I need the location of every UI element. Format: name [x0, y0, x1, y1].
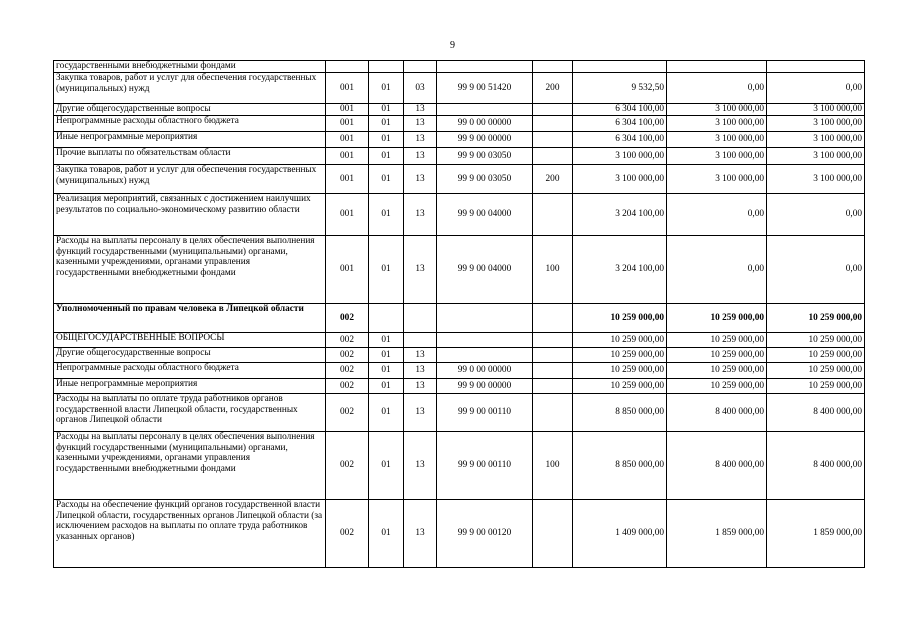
expense-type-cell: 100	[533, 236, 573, 304]
subsection-code-cell: 13	[404, 500, 437, 568]
section-code-cell	[369, 61, 404, 73]
expense-type-cell	[533, 363, 573, 379]
section-code-cell	[369, 304, 404, 333]
target-article-cell	[437, 333, 533, 348]
expense-type-cell	[533, 104, 573, 116]
table-row	[54, 104, 865, 116]
subsection-code-cell: 13	[404, 132, 437, 148]
target-article-cell: 99 9 00 04000	[437, 194, 533, 236]
amount-year1-cell: 3 100 000,00	[573, 165, 667, 194]
expense-type-cell	[533, 333, 573, 348]
admin-code-cell: 002	[326, 348, 369, 363]
table-row	[54, 379, 865, 394]
amount-year2-cell	[667, 61, 767, 73]
amount-year2-cell: 3 100 000,00	[667, 132, 767, 148]
table-row	[54, 348, 865, 363]
amount-year1-cell: 1 409 000,00	[573, 500, 667, 568]
expense-name-cell: Иные непрограммные мероприятия	[54, 379, 326, 394]
admin-code-cell: 001	[326, 104, 369, 116]
section-code-cell: 01	[369, 165, 404, 194]
section-code-cell: 01	[369, 394, 404, 432]
section-code-cell: 01	[369, 236, 404, 304]
amount-year3-cell: 8 400 000,00	[767, 432, 865, 500]
amount-year1-cell: 8 850 000,00	[573, 394, 667, 432]
target-article-cell	[437, 104, 533, 116]
subsection-code-cell: 13	[404, 394, 437, 432]
target-article-cell: 99 9 00 00110	[437, 432, 533, 500]
subsection-code-cell: 13	[404, 379, 437, 394]
amount-year2-cell: 3 100 000,00	[667, 116, 767, 132]
amount-year1-cell	[573, 61, 667, 73]
table-row	[54, 61, 865, 73]
table-row	[54, 236, 865, 304]
section-code-cell: 01	[369, 333, 404, 348]
table-row	[54, 500, 865, 568]
amount-year1-cell: 10 259 000,00	[573, 379, 667, 394]
subsection-code-cell: 13	[404, 348, 437, 363]
amount-year1-cell: 3 204 100,00	[573, 236, 667, 304]
expense-type-cell	[533, 500, 573, 568]
admin-code-cell: 001	[326, 148, 369, 165]
expense-type-cell	[533, 116, 573, 132]
target-article-cell	[437, 61, 533, 73]
amount-year1-cell: 3 100 000,00	[573, 148, 667, 165]
table-row	[54, 333, 865, 348]
amount-year1-cell: 6 304 100,00	[573, 116, 667, 132]
target-article-cell: 99 9 00 00110	[437, 394, 533, 432]
expense-name-cell: Расходы на выплаты персоналу в целях обеспечения выполнения функций государственными (муниципальными) органами, казенными учреждениями, органами управления государственными внебюджетными фондами	[54, 236, 326, 304]
table-row	[54, 432, 865, 500]
table-row	[54, 116, 865, 132]
amount-year2-cell: 10 259 000,00	[667, 333, 767, 348]
expense-type-cell	[533, 304, 573, 333]
amount-year2-cell: 10 259 000,00	[667, 363, 767, 379]
admin-code-cell: 001	[326, 165, 369, 194]
section-code-cell: 01	[369, 500, 404, 568]
subsection-code-cell: 13	[404, 363, 437, 379]
subsection-code-cell: 13	[404, 104, 437, 116]
amount-year1-cell: 10 259 000,00	[573, 348, 667, 363]
subsection-code-cell: 13	[404, 148, 437, 165]
amount-year3-cell: 0,00	[767, 236, 865, 304]
target-article-cell: 99 9 00 00000	[437, 132, 533, 148]
amount-year3-cell: 3 100 000,00	[767, 165, 865, 194]
target-article-cell: 99 9 00 51420	[437, 73, 533, 104]
table-row	[54, 73, 865, 104]
amount-year3-cell: 3 100 000,00	[767, 132, 865, 148]
table-row	[54, 394, 865, 432]
section-code-cell: 01	[369, 116, 404, 132]
amount-year3-cell: 0,00	[767, 194, 865, 236]
subsection-code-cell: 13	[404, 432, 437, 500]
expense-type-cell: 200	[533, 73, 573, 104]
table-row	[54, 304, 865, 333]
amount-year3-cell: 1 859 000,00	[767, 500, 865, 568]
section-code-cell: 01	[369, 379, 404, 394]
table-row	[54, 165, 865, 194]
amount-year2-cell: 8 400 000,00	[667, 394, 767, 432]
admin-code-cell: 001	[326, 73, 369, 104]
amount-year2-cell: 0,00	[667, 73, 767, 104]
expense-name-cell: Реализация мероприятий, связанных с достижением наилучших результатов по социально-экономическому развитию области	[54, 194, 326, 236]
admin-code-cell: 001	[326, 132, 369, 148]
expense-type-cell	[533, 379, 573, 394]
expense-name-cell: ОБЩЕГОСУДАРСТВЕННЫЕ ВОПРОСЫ	[54, 333, 326, 348]
expense-name-cell: Другие общегосударственные вопросы	[54, 104, 326, 116]
page-number: 9	[450, 40, 455, 51]
target-article-cell: 99 0 00 00000	[437, 363, 533, 379]
amount-year3-cell: 10 259 000,00	[767, 333, 865, 348]
amount-year1-cell: 10 259 000,00	[573, 363, 667, 379]
admin-code-cell: 002	[326, 304, 369, 333]
expense-name-cell: Непрограммные расходы областного бюджета	[54, 363, 326, 379]
subsection-code-cell: 13	[404, 236, 437, 304]
expense-type-cell	[533, 132, 573, 148]
amount-year1-cell: 10 259 000,00	[573, 304, 667, 333]
target-article-cell	[437, 304, 533, 333]
amount-year2-cell: 3 100 000,00	[667, 104, 767, 116]
amount-year3-cell: 3 100 000,00	[767, 104, 865, 116]
amount-year3-cell: 3 100 000,00	[767, 116, 865, 132]
expense-type-cell: 100	[533, 432, 573, 500]
amount-year1-cell: 6 304 100,00	[573, 104, 667, 116]
admin-code-cell: 002	[326, 363, 369, 379]
subsection-code-cell: 13	[404, 194, 437, 236]
admin-code-cell: 002	[326, 333, 369, 348]
amount-year3-cell: 10 259 000,00	[767, 348, 865, 363]
target-article-cell: 99 9 00 00120	[437, 500, 533, 568]
expense-type-cell	[533, 61, 573, 73]
amount-year3-cell: 3 100 000,00	[767, 148, 865, 165]
subsection-code-cell	[404, 61, 437, 73]
admin-code-cell: 001	[326, 236, 369, 304]
amount-year2-cell: 10 259 000,00	[667, 379, 767, 394]
table-row	[54, 363, 865, 379]
subsection-code-cell	[404, 333, 437, 348]
expense-name-cell: Уполномоченный по правам человека в Липецкой области	[54, 304, 326, 333]
amount-year2-cell: 3 100 000,00	[667, 148, 767, 165]
subsection-code-cell: 13	[404, 165, 437, 194]
admin-code-cell: 002	[326, 500, 369, 568]
amount-year2-cell: 0,00	[667, 194, 767, 236]
admin-code-cell: 001	[326, 194, 369, 236]
amount-year1-cell: 9 532,50	[573, 73, 667, 104]
expense-type-cell: 200	[533, 165, 573, 194]
amount-year2-cell: 1 859 000,00	[667, 500, 767, 568]
section-code-cell: 01	[369, 432, 404, 500]
amount-year1-cell: 6 304 100,00	[573, 132, 667, 148]
amount-year3-cell: 10 259 000,00	[767, 379, 865, 394]
expense-name-cell: Закупка товаров, работ и услуг для обеспечения государственных (муниципальных) нужд	[54, 73, 326, 104]
amount-year3-cell: 10 259 000,00	[767, 304, 865, 333]
admin-code-cell: 002	[326, 394, 369, 432]
section-code-cell: 01	[369, 348, 404, 363]
admin-code-cell	[326, 61, 369, 73]
table-row	[54, 148, 865, 165]
target-article-cell: 99 0 00 00000	[437, 116, 533, 132]
target-article-cell: 99 9 00 00000	[437, 379, 533, 394]
subsection-code-cell	[404, 304, 437, 333]
expense-name-cell: Непрограммные расходы областного бюджета	[54, 116, 326, 132]
amount-year3-cell: 0,00	[767, 73, 865, 104]
table-row	[54, 194, 865, 236]
amount-year2-cell: 0,00	[667, 236, 767, 304]
table-row	[54, 132, 865, 148]
expense-type-cell	[533, 148, 573, 165]
expense-name-cell: Расходы на выплаты персоналу в целях обеспечения выполнения функций государственными (муниципальными) органами, казенными учреждениями, органами управления государственными внебюджетными фондами	[54, 432, 326, 500]
target-article-cell	[437, 348, 533, 363]
target-article-cell: 99 9 00 03050	[437, 148, 533, 165]
admin-code-cell: 001	[326, 116, 369, 132]
section-code-cell: 01	[369, 148, 404, 165]
section-code-cell: 01	[369, 73, 404, 104]
budget-table	[53, 60, 865, 568]
amount-year1-cell: 3 204 100,00	[573, 194, 667, 236]
expense-name-cell: Иные непрограммные мероприятия	[54, 132, 326, 148]
table-body	[54, 61, 865, 568]
target-article-cell: 99 9 00 03050	[437, 165, 533, 194]
amount-year1-cell: 10 259 000,00	[573, 333, 667, 348]
admin-code-cell: 002	[326, 379, 369, 394]
amount-year2-cell: 3 100 000,00	[667, 165, 767, 194]
amount-year2-cell: 10 259 000,00	[667, 304, 767, 333]
amount-year3-cell: 8 400 000,00	[767, 394, 865, 432]
expense-name-cell: государственными внебюджетными фондами	[54, 61, 326, 73]
expense-name-cell: Расходы на обеспечение функций органов государственной власти Липецкой области, государственных органов Липецкой области (за исключением расходов на выплаты по оплате труда работников указанных органов)	[54, 500, 326, 568]
section-code-cell: 01	[369, 194, 404, 236]
section-code-cell: 01	[369, 132, 404, 148]
amount-year2-cell: 8 400 000,00	[667, 432, 767, 500]
subsection-code-cell: 03	[404, 73, 437, 104]
expense-type-cell	[533, 194, 573, 236]
section-code-cell: 01	[369, 363, 404, 379]
amount-year3-cell: 10 259 000,00	[767, 363, 865, 379]
amount-year3-cell	[767, 61, 865, 73]
expense-name-cell: Прочие выплаты по обязательствам области	[54, 148, 326, 165]
expense-type-cell	[533, 394, 573, 432]
admin-code-cell: 002	[326, 432, 369, 500]
amount-year1-cell: 8 850 000,00	[573, 432, 667, 500]
target-article-cell: 99 9 00 04000	[437, 236, 533, 304]
amount-year2-cell: 10 259 000,00	[667, 348, 767, 363]
expense-type-cell	[533, 348, 573, 363]
expense-name-cell: Закупка товаров, работ и услуг для обеспечения государственных (муниципальных) нужд	[54, 165, 326, 194]
subsection-code-cell: 13	[404, 116, 437, 132]
section-code-cell: 01	[369, 104, 404, 116]
expense-name-cell: Расходы на выплаты по оплате труда работников органов государственной власти Липецкой области, государственных органов Липецкой области	[54, 394, 326, 432]
expense-name-cell: Другие общегосударственные вопросы	[54, 348, 326, 363]
